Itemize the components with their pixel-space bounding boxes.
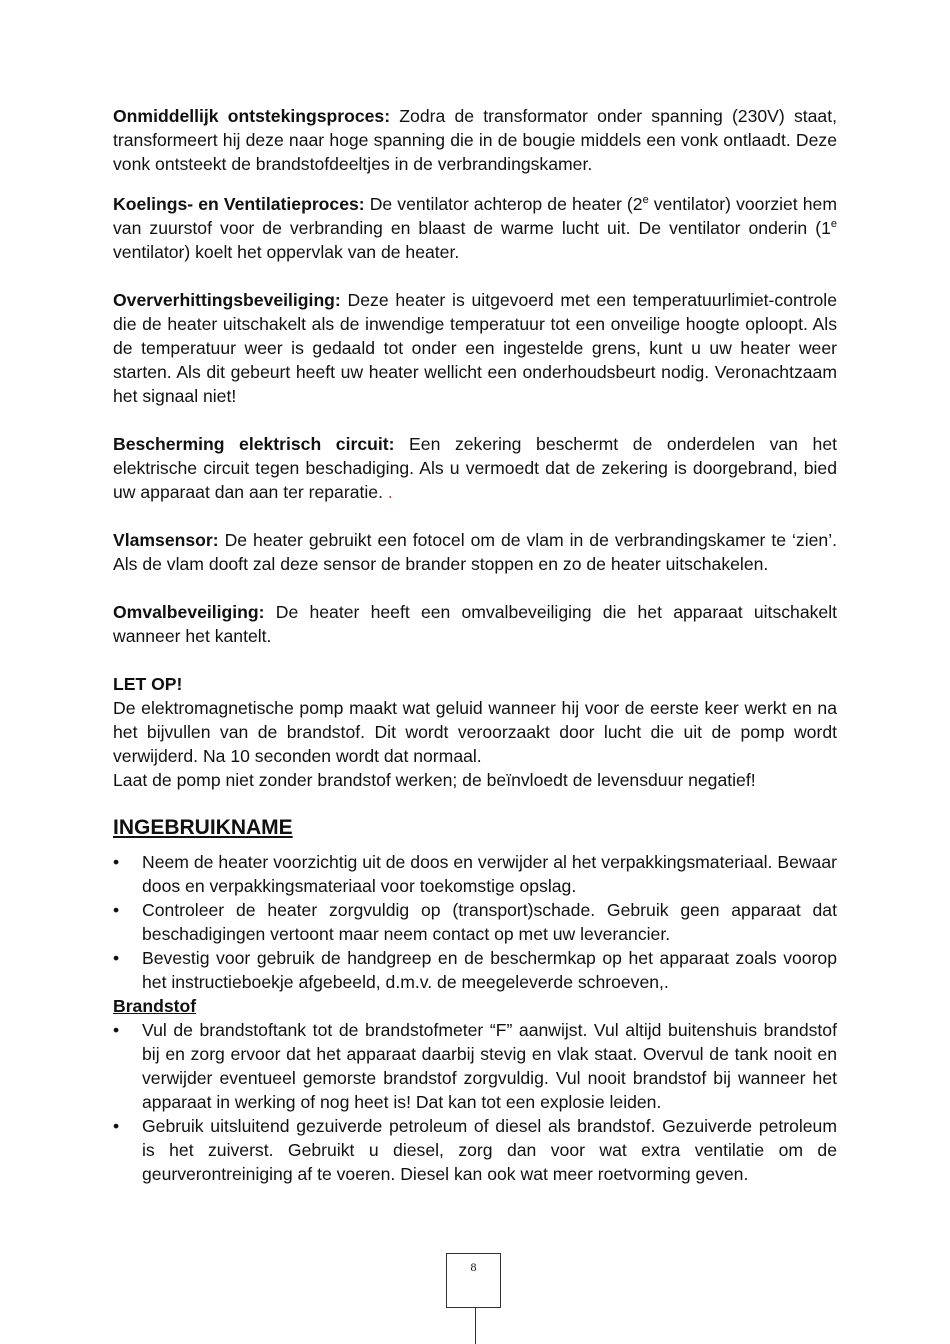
text-omval: De heater heeft een omvalbeveiliging die het apparaat uitschakelt wanneer het kantelt. <box>113 602 837 646</box>
list-item <box>113 898 837 946</box>
list-item <box>113 1018 837 1114</box>
list-item <box>113 1114 837 1186</box>
text-letop-1: De elektromagnetische pomp maakt wat geluid wanneer hij voor de eerste keer werkt en na het bijvullen van de brandstof. Dit wordt veroorzaakt door lucht die uit de pomp wordt verwijderd. Na 10 seconden wordt dat normaal. <box>113 698 837 766</box>
section-title-ingebruikname: INGEBRUIKNAME <box>113 816 293 839</box>
paragraph-koeling <box>113 192 837 264</box>
superscript-1: e <box>642 194 649 207</box>
bullet-icon: • <box>113 948 120 968</box>
sub-heading-brandstof: Brandstof <box>113 996 197 1016</box>
list-item-text: Vul de brandstoftank tot de brandstofmeter “F” aanwijst. Vul altijd buitenshuis brandstof bij en zorg ervoor dat het apparaat daarbij stevig en vlak staat. Overvul de tank nooit en verwijder eventueel gemorste brandstof zorgvuldig. Vul nooit brandstof bij wanneer het apparaat in werking of nog heet is! Dat kan tot een explosie leiden. <box>142 1020 837 1112</box>
paragraph-omval <box>113 600 837 648</box>
list-item-text: Controleer de heater zorgvuldig op (transport)schade. Gebruik geen apparaat dat beschadigingen vertoont maar neem contact op met uw leverancier. <box>142 900 837 944</box>
heading-circuit: Bescherming elektrisch circuit: <box>113 434 395 454</box>
document-page <box>113 104 837 1186</box>
text-circuit: Een zekering beschermt de onderdelen van het elektrische circuit tegen beschadiging. Als u vermoedt dat de zekering is doorgebrand, bied uw apparaat dan aan ter reparatie. <box>113 434 837 502</box>
heading-vlamsensor: Vlamsensor: <box>113 530 219 550</box>
page-number-box <box>446 1253 501 1308</box>
bullet-icon: • <box>113 852 120 872</box>
paragraph-letop <box>113 672 837 792</box>
text-letop-2: Laat de pomp niet zonder brandstof werken; de beïnvloedt de levensduur negatief! <box>113 770 756 790</box>
heading-letop: LET OP! <box>113 674 183 694</box>
list-item-text: Neem de heater voorzichtig uit de doos en verwijder al het verpakkingsmateriaal. Bewaar doos en verpakkingsmateriaal voor toekomstige opslag. <box>142 852 837 896</box>
superscript-2: e <box>830 218 837 231</box>
list-item <box>113 946 837 994</box>
text-vlamsensor: De heater gebruikt een fotocel om de vlam in de verbrandingskamer te ‘zien’. Als de vlam dooft zal deze sensor de brander stoppen en zo de heater uitschakelen. <box>113 530 837 574</box>
red-mark: . <box>387 482 393 502</box>
page-number-line <box>475 1308 476 1344</box>
bullet-icon: • <box>113 1116 120 1136</box>
text-koeling-2: ventilator) voorziet hem van zuurstof voor de verbranding en blaast de warme lucht uit. De ventilator onderin (1 <box>113 194 837 238</box>
heading-ontsteking: Onmiddellijk ontstekingsproces: <box>113 106 391 126</box>
paragraph-vlamsensor <box>113 528 837 576</box>
paragraph-oververhitting <box>113 288 837 408</box>
heading-koeling: Koelings- en Ventilatieproces: <box>113 194 365 214</box>
text-oververhitting: Deze heater is uitgevoerd met een temperatuurlimiet-controle die de heater uitschakelt als de inwendige temperatuur tot een onveilige hoogte oploopt. Als de temperatuur weer is gedaald tot onder een ingestelde grens, kunt u uw heater weer starten. Als dit gebeurt heeft uw heater wellicht een onderhoudsbeurt nodig. Veronachtzaam het signaal niet! <box>113 290 837 406</box>
list-item-text: Gebruik uitsluitend gezuiverde petroleum of diesel als brandstof. Gezuiverde petroleum is het zuiverst. Gebruikt u diesel, zorg dan voor wat extra ventilatie om de geurverontreiniging af te voeren. Diesel kan ook wat meer roetvorming geven. <box>142 1116 837 1184</box>
list-item <box>113 850 837 898</box>
bullet-icon: • <box>113 1020 120 1040</box>
list-item-text: Bevestig voor gebruik de handgreep en de beschermkap op het apparaat zoals voorop het instructieboekje afgebeeld, d.m.v. de meegeleverde schroeven,. <box>142 948 837 992</box>
page-number: 8 <box>470 1260 477 1274</box>
paragraph-ontsteking <box>113 104 837 176</box>
list-brandstof <box>113 1018 837 1186</box>
text-ontsteking: Zodra de transformator onder spanning (230V) staat, transformeert hij deze naar hoge spanning die in de bougie middels een vonk ontlaadt. Deze vonk ontsteekt de brandstofdeeltjes in de verbrandingskamer. <box>113 106 837 174</box>
list-ingebruikname <box>113 850 837 994</box>
paragraph-circuit <box>113 432 837 504</box>
heading-oververhitting: Oververhittingsbeveiliging: <box>113 290 341 310</box>
text-koeling-1: De ventilator achterop de heater (2 <box>364 194 643 214</box>
heading-omval: Omvalbeveiliging: <box>113 602 265 622</box>
text-koeling-3: ventilator) koelt het oppervlak van de heater. <box>113 242 460 262</box>
bullet-icon: • <box>113 900 120 920</box>
